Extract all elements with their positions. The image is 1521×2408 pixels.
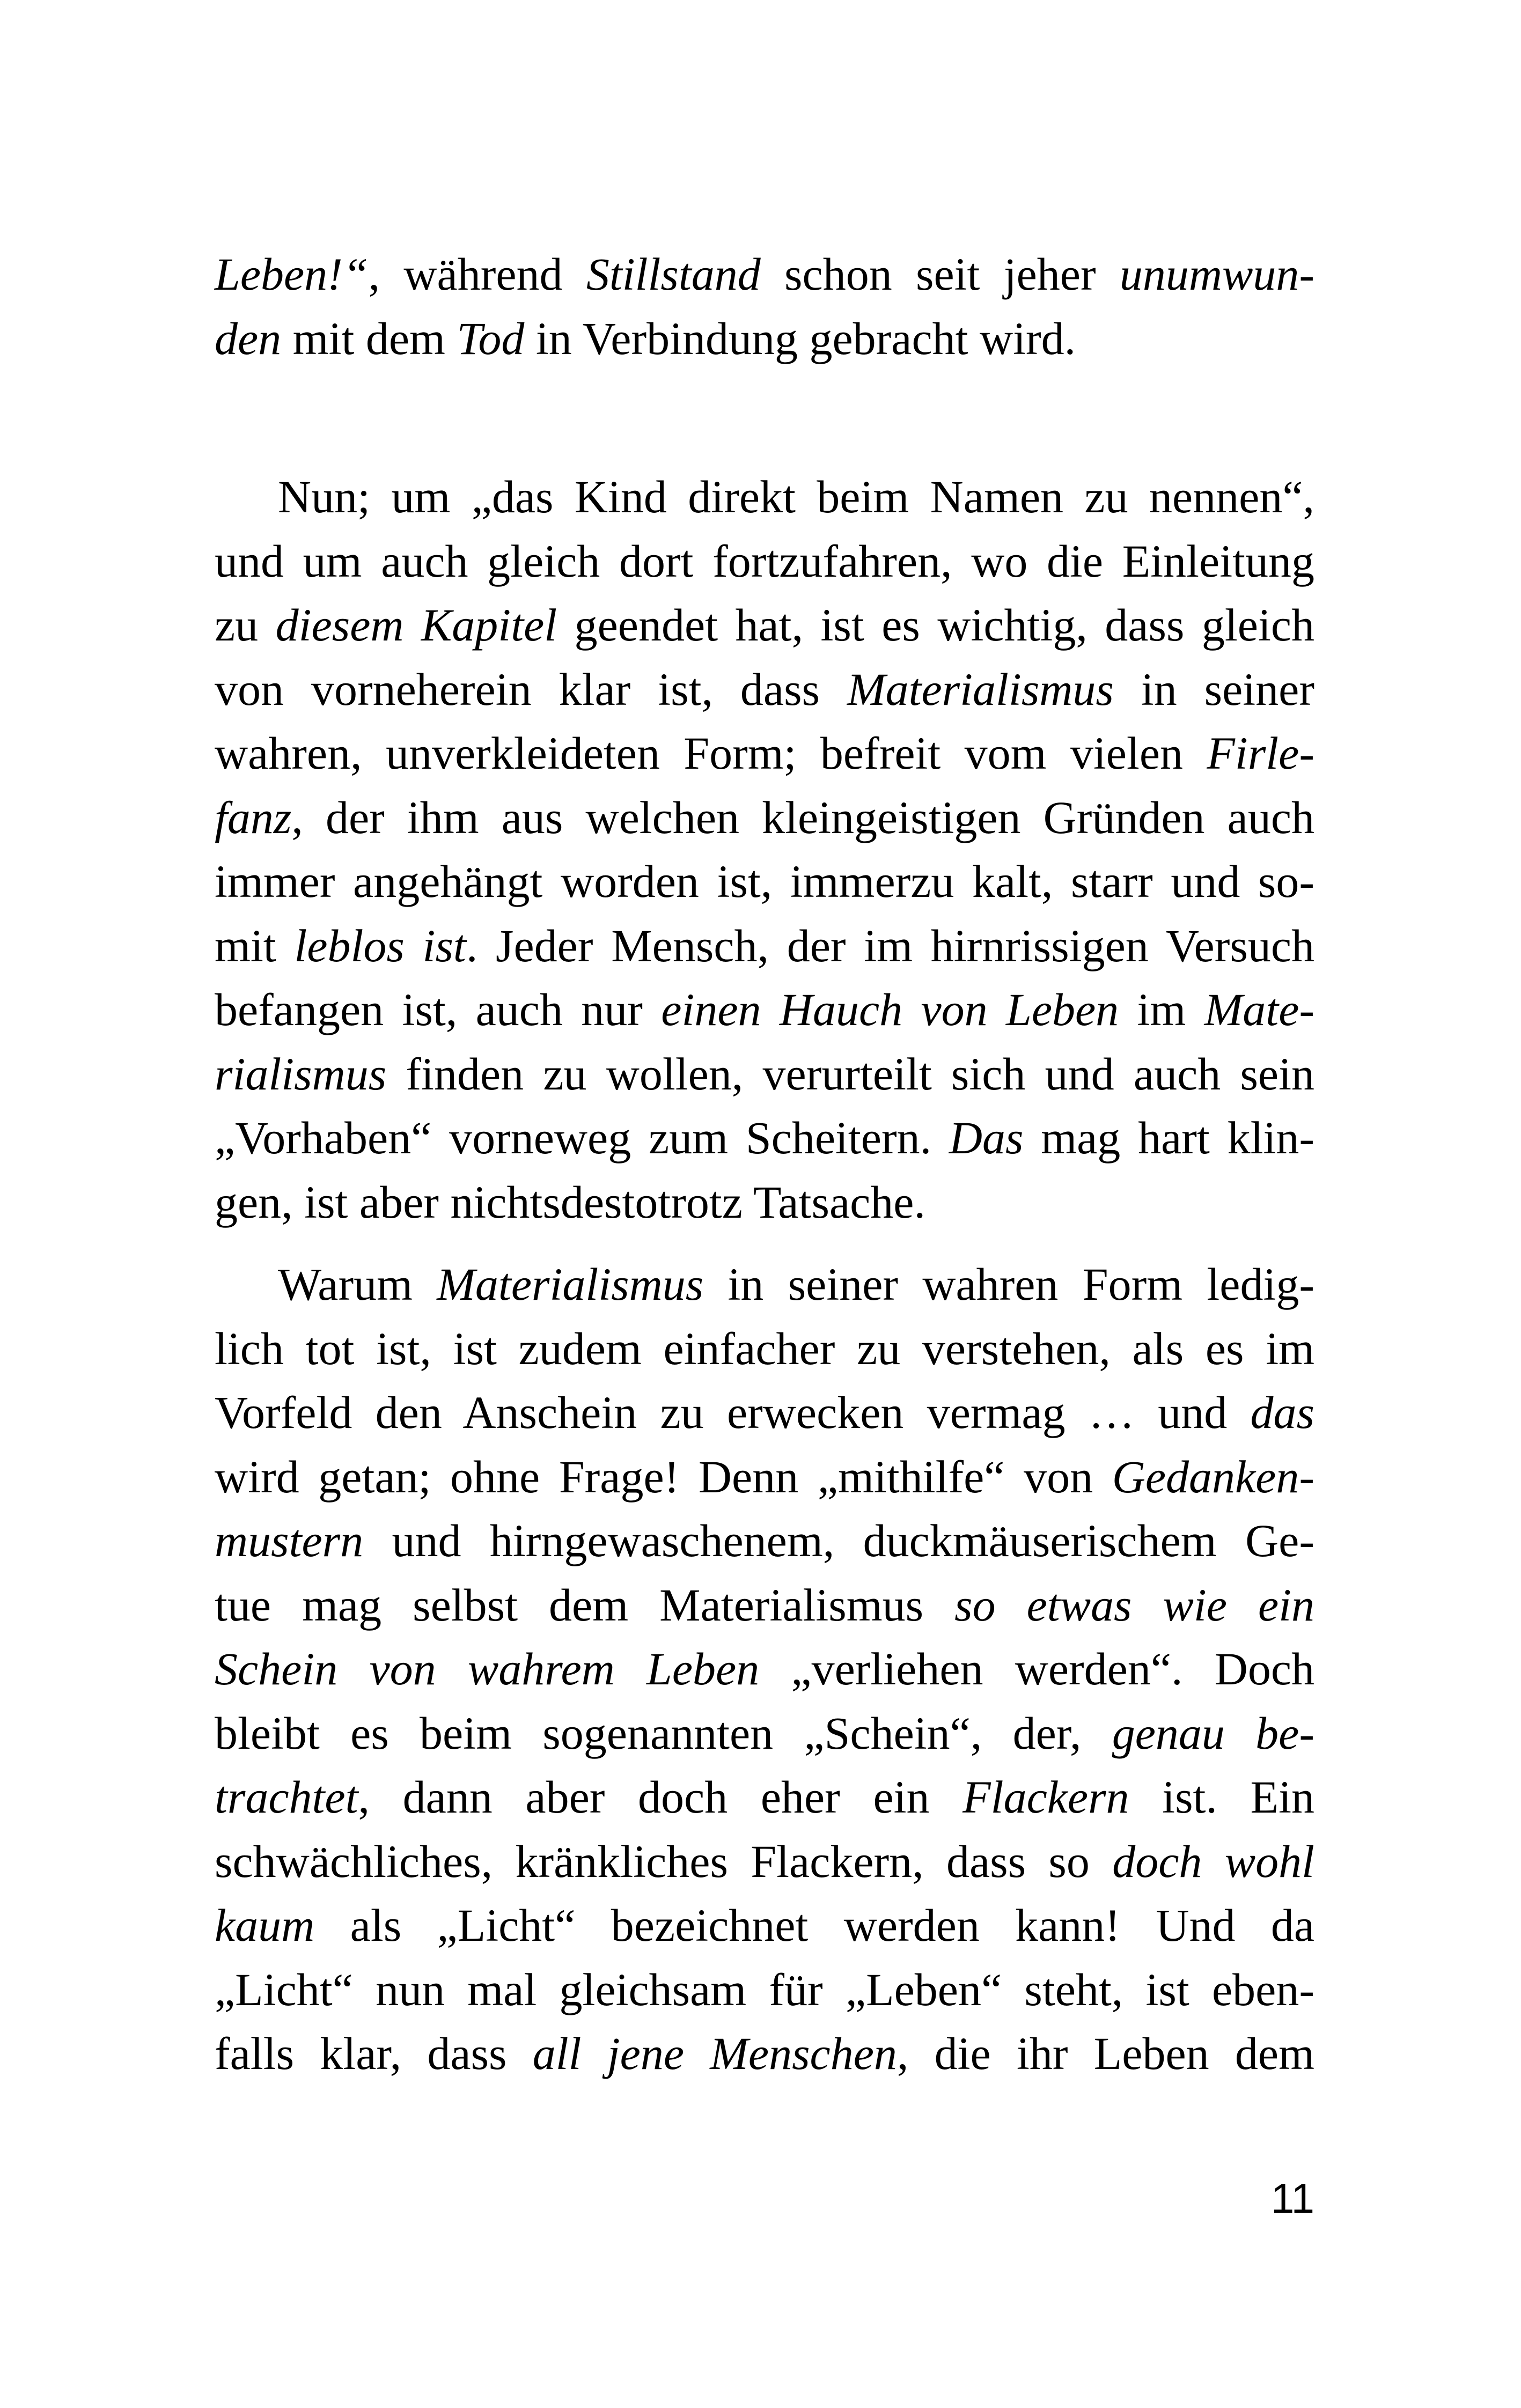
paragraph-gap — [215, 371, 1314, 465]
text-run: . Jeder Mensch, der im hirnrissigen Versuch — [466, 919, 1314, 971]
text-run: in seiner wahren Form ledig- — [703, 1258, 1314, 1310]
text-run: mit — [215, 919, 295, 971]
text-run: als „Licht“ bezeichnet werden kann! Und da — [314, 1899, 1314, 1951]
text-run: diesem Kapitel — [275, 599, 557, 651]
text-run: , der ihm aus welchen kleingeistigen Gründen auch — [291, 791, 1314, 843]
text-line — [215, 242, 1314, 307]
text-run: mag hart klin- — [1023, 1112, 1314, 1164]
text-line — [215, 1106, 1314, 1170]
text-run: Gedanken- — [1112, 1450, 1314, 1503]
text-run: kaum — [215, 1899, 315, 1951]
text-line — [215, 1317, 1314, 1381]
text-run: „Licht“ nun mal gleichsam für „Leben“ steht, ist eben- — [215, 1963, 1314, 2015]
text-run: von vorneherein klar ist, dass — [215, 663, 847, 715]
text-run: den — [215, 312, 282, 364]
text-line — [215, 850, 1314, 914]
text-run: und hirngewaschenem, duckmäuserischem Ge- — [363, 1515, 1314, 1566]
text-run: das — [1250, 1387, 1314, 1438]
text-line — [215, 1445, 1314, 1509]
text-run: schon seit jeher — [760, 248, 1120, 300]
text-line — [215, 1765, 1314, 1830]
text-run: in Verbindung gebracht wird. — [524, 312, 1076, 364]
text-run: unumwun- — [1119, 248, 1314, 300]
text-run: einen Hauch von Leben — [661, 984, 1119, 1035]
text-run: Stillstand — [586, 248, 761, 300]
text-line — [215, 721, 1314, 786]
text-run: trachtet — [215, 1771, 358, 1823]
text-run: leblos ist — [294, 919, 466, 971]
text-run: all jene Menschen — [532, 2028, 897, 2079]
text-run: Nun; um „das Kind direkt beim Namen zu nennen“, — [278, 471, 1314, 522]
text-line — [215, 1958, 1314, 2022]
text-run: bleibt es beim sogenannten „Schein“, der, — [215, 1707, 1112, 1759]
text-run: „verliehen werden“. Doch — [759, 1643, 1314, 1695]
paragraph — [215, 465, 1314, 1234]
text-run: Tod — [457, 312, 525, 364]
text-run: Materialismus — [847, 663, 1114, 715]
text-run: „Vorhaben“ vorneweg zum Scheitern. — [215, 1112, 949, 1164]
text-run: , während — [368, 248, 586, 300]
text-run: falls klar, dass — [215, 2028, 533, 2079]
text-run: immer angehängt worden ist, immerzu kalt, starr und so- — [215, 856, 1314, 907]
text-line — [215, 1573, 1314, 1638]
text-run: Vorfeld den Anschein zu erwecken vermag … und — [215, 1387, 1251, 1438]
text-line — [215, 1509, 1314, 1573]
text-run: befangen ist, auch nur — [215, 984, 662, 1035]
text-run: wahren, unverkleideten Form; befreit vom vielen — [215, 727, 1207, 779]
text-run: rialismus — [215, 1048, 387, 1100]
text-line — [215, 1381, 1314, 1445]
text-line — [215, 978, 1314, 1042]
text-run: im — [1119, 984, 1204, 1035]
text-run: zu — [215, 599, 276, 651]
text-run: finden zu wollen, verurteilt sich und auch sein — [386, 1048, 1314, 1100]
text-run: lich tot ist, ist zudem einfacher zu verstehen, als es im — [215, 1322, 1314, 1374]
text-line — [215, 786, 1314, 850]
text-run: so etwas wie ein — [954, 1579, 1315, 1631]
text-run: mit dem — [281, 312, 457, 364]
text-run: Leben!“ — [215, 248, 369, 300]
text-run: wird getan; ohne Frage! Denn „mithilfe“ von — [215, 1450, 1112, 1503]
text-run: genau be- — [1112, 1707, 1314, 1759]
text-run: geendet hat, ist es wichtig, dass gleich — [557, 599, 1315, 651]
text-run: Das — [949, 1112, 1024, 1164]
text-line — [215, 1894, 1314, 1958]
paragraph — [215, 242, 1314, 371]
text-line — [215, 2022, 1314, 2086]
text-line — [215, 529, 1314, 594]
paragraph-gap — [215, 1234, 1314, 1253]
text-line — [215, 1253, 1314, 1317]
text-run: und um auch gleich dort fortzufahren, wo die Einleitung — [215, 535, 1314, 587]
text-run: Materialismus — [437, 1258, 704, 1310]
text-run: , dann aber doch eher ein — [358, 1771, 963, 1823]
text-line — [215, 1042, 1314, 1107]
text-run: schwächliches, kränkliches Flackern, dass so — [215, 1835, 1113, 1887]
text-line — [215, 1830, 1314, 1894]
text-line — [215, 307, 1314, 371]
paragraph — [215, 1253, 1314, 2086]
text-line — [215, 1637, 1314, 1702]
text-run: in seiner — [1113, 663, 1314, 715]
page-body — [215, 242, 1314, 2086]
text-run: mustern — [215, 1515, 364, 1566]
text-run: Flackern — [962, 1771, 1129, 1823]
page-number: 11 — [1271, 2175, 1314, 2222]
text-line — [215, 1702, 1314, 1766]
text-run: Firle- — [1207, 727, 1314, 779]
text-run: Warum — [278, 1258, 437, 1310]
text-run: , die ihr Leben dem — [897, 2028, 1314, 2079]
text-run: fanz — [215, 791, 292, 843]
text-line — [215, 465, 1314, 529]
text-line — [215, 1170, 1314, 1235]
text-run: gen, ist aber nichtsdestotrotz Tatsache. — [215, 1176, 925, 1228]
text-line — [215, 914, 1314, 978]
text-line — [215, 658, 1314, 722]
text-run: tue mag selbst dem Materialismus — [215, 1579, 955, 1631]
text-line — [215, 593, 1314, 658]
text-run: Schein von wahrem Leben — [215, 1643, 760, 1695]
text-run: doch wohl — [1112, 1835, 1314, 1887]
text-run: ist. Ein — [1129, 1771, 1314, 1823]
text-run: Mate- — [1204, 984, 1315, 1035]
